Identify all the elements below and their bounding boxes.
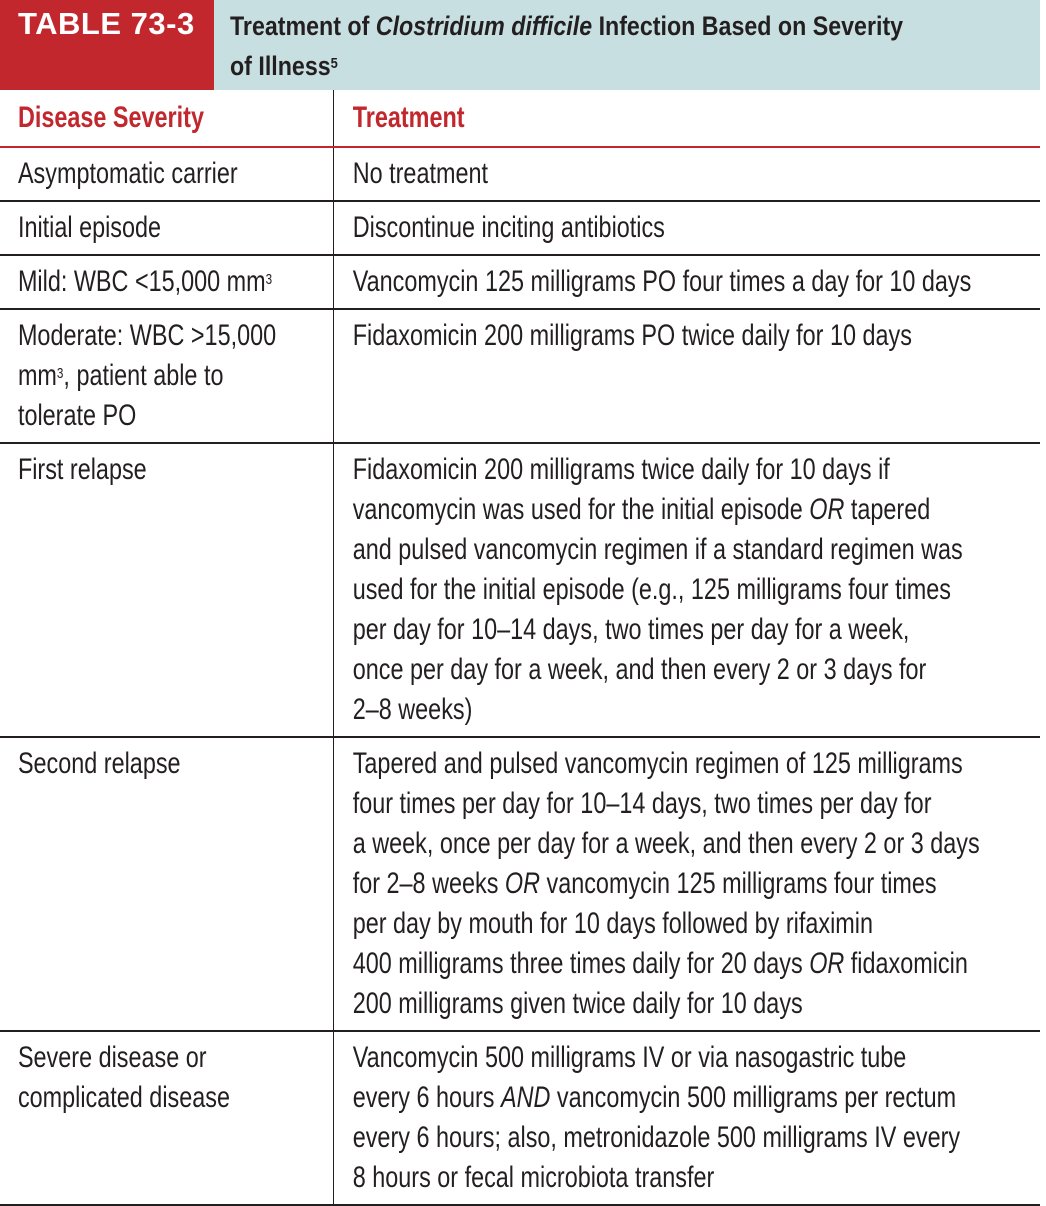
cell-text: Initial episode <box>17 211 162 244</box>
table-title-box <box>214 0 1040 90</box>
table-row <box>0 1031 1040 1205</box>
superscript: 3 <box>265 271 273 288</box>
cell-text: Fidaxomicin 200 milligrams twice daily for 10 days if <box>352 453 890 486</box>
table-row <box>0 737 1040 1031</box>
severity-text <box>0 148 316 200</box>
severity-text <box>0 444 316 496</box>
treatment-text <box>334 148 1031 200</box>
severity-cell <box>0 201 333 255</box>
severity-cell <box>0 309 333 443</box>
cell-text: 2–8 weeks) <box>352 693 472 726</box>
cell-text: Asymptomatic carrier <box>17 157 238 190</box>
cell-text: No treatment <box>352 157 488 190</box>
severity-cell <box>0 147 333 201</box>
table-row <box>0 255 1040 309</box>
treatment-cell <box>333 737 1040 1031</box>
cell-text: Discontinue inciting antibiotics <box>352 211 665 244</box>
emphasis-text: AND <box>500 1081 550 1114</box>
cell-text: every 6 hours <box>352 1081 501 1114</box>
cell-text: Mild: WBC <15,000 mm <box>17 265 266 298</box>
cell-text: per day by mouth for 10 days followed by rifaximin <box>352 907 873 940</box>
header-disease-severity <box>0 90 333 147</box>
table-number-label <box>0 0 214 90</box>
treatment-cell <box>333 1031 1040 1205</box>
table-title-reference: 5 <box>330 55 338 72</box>
cell-text: Severe disease or <box>17 1041 207 1074</box>
severity-text <box>0 738 316 790</box>
cell-text: vancomycin 125 milligrams four times <box>539 867 937 900</box>
cell-text: 8 hours or fecal microbiota transfer <box>352 1161 714 1194</box>
table-row <box>0 201 1040 255</box>
treatment-text <box>334 444 1031 736</box>
severity-text <box>0 310 316 442</box>
cell-text: vancomycin was used for the initial episode <box>352 493 809 526</box>
severity-cell <box>0 737 333 1031</box>
treatment-text <box>334 256 1031 308</box>
table-title-suffix: Infection Based on Severity of Illness <box>230 11 904 81</box>
cell-text: , patient able to <box>63 359 224 392</box>
cell-text: tolerate PO <box>17 399 137 432</box>
cell-text: a week, once per day for a week, and then every 2 or 3 days <box>352 827 980 860</box>
cell-text: Tapered and pulsed vancomycin regimen of 125 milligrams <box>352 747 963 780</box>
cell-text: used for the initial episode (e.g., 125 milligrams four times <box>352 573 951 606</box>
treatment-cell <box>333 309 1040 443</box>
table-title <box>230 6 918 86</box>
table-number-text: TABLE 73-3 <box>18 6 195 41</box>
superscript: 3 <box>56 365 64 382</box>
treatment-cell <box>333 147 1040 201</box>
treatment-text <box>334 738 1031 1030</box>
table-title-bar <box>0 0 1046 90</box>
severity-cell <box>0 1031 333 1205</box>
cell-text: Fidaxomicin 200 milligrams PO twice daily for 10 days <box>352 319 912 352</box>
cell-text: once per day for a week, and then every 2 or 3 days for <box>352 653 926 686</box>
cell-text: 200 milligrams given twice daily for 10 days <box>352 987 803 1020</box>
severity-text <box>0 1032 316 1124</box>
severity-text <box>0 256 316 308</box>
treatment-text <box>334 202 1031 254</box>
cell-text: Vancomycin 125 milligrams PO four times a day for 10 days <box>352 265 971 298</box>
table-title-organism: Clostridium difficile <box>375 11 593 41</box>
header-treatment-text: Treatment <box>352 101 465 134</box>
cell-text: First relapse <box>17 453 147 486</box>
severity-text <box>0 202 316 254</box>
table-row <box>0 147 1040 201</box>
cell-text: fidaxomicin <box>843 947 968 980</box>
cell-text: mm <box>17 359 57 392</box>
cell-text: 400 milligrams three times daily for 20 days <box>352 947 809 980</box>
emphasis-text: OR <box>504 867 540 900</box>
cell-text: four times per day for 10–14 days, two times per day for <box>352 787 932 820</box>
treatment-text <box>334 310 1031 362</box>
cell-text: per day for 10–14 days, two times per day for a week, <box>352 613 909 646</box>
cell-text: every 6 hours; also, metronidazole 500 milligrams IV every <box>352 1121 960 1154</box>
cell-text: for 2–8 weeks <box>352 867 505 900</box>
emphasis-text: OR <box>808 947 844 980</box>
table-header-row <box>0 90 1040 147</box>
treatment-cell <box>333 255 1040 309</box>
header-treatment <box>333 90 1040 147</box>
treatment-table <box>0 90 1040 1206</box>
treatment-text <box>334 1032 1031 1204</box>
header-disease-severity-text: Disease Severity <box>17 101 204 134</box>
cell-text: and pulsed vancomycin regimen if a standard regimen was <box>352 533 963 566</box>
cell-text: Moderate: WBC >15,000 <box>17 319 277 352</box>
table-row <box>0 443 1040 737</box>
cell-text: vancomycin 500 milligrams per rectum <box>549 1081 956 1114</box>
emphasis-text: OR <box>808 493 844 526</box>
cell-text: tapered <box>843 493 930 526</box>
cell-text: Second relapse <box>17 747 181 780</box>
treatment-cell <box>333 201 1040 255</box>
severity-cell <box>0 443 333 737</box>
severity-cell <box>0 255 333 309</box>
treatment-cell <box>333 443 1040 737</box>
table-title-prefix: Treatment of <box>230 11 376 41</box>
table-body <box>0 147 1040 1205</box>
cell-text: complicated disease <box>17 1081 230 1114</box>
cell-text: Vancomycin 500 milligrams IV or via nasogastric tube <box>352 1041 906 1074</box>
table-row <box>0 309 1040 443</box>
